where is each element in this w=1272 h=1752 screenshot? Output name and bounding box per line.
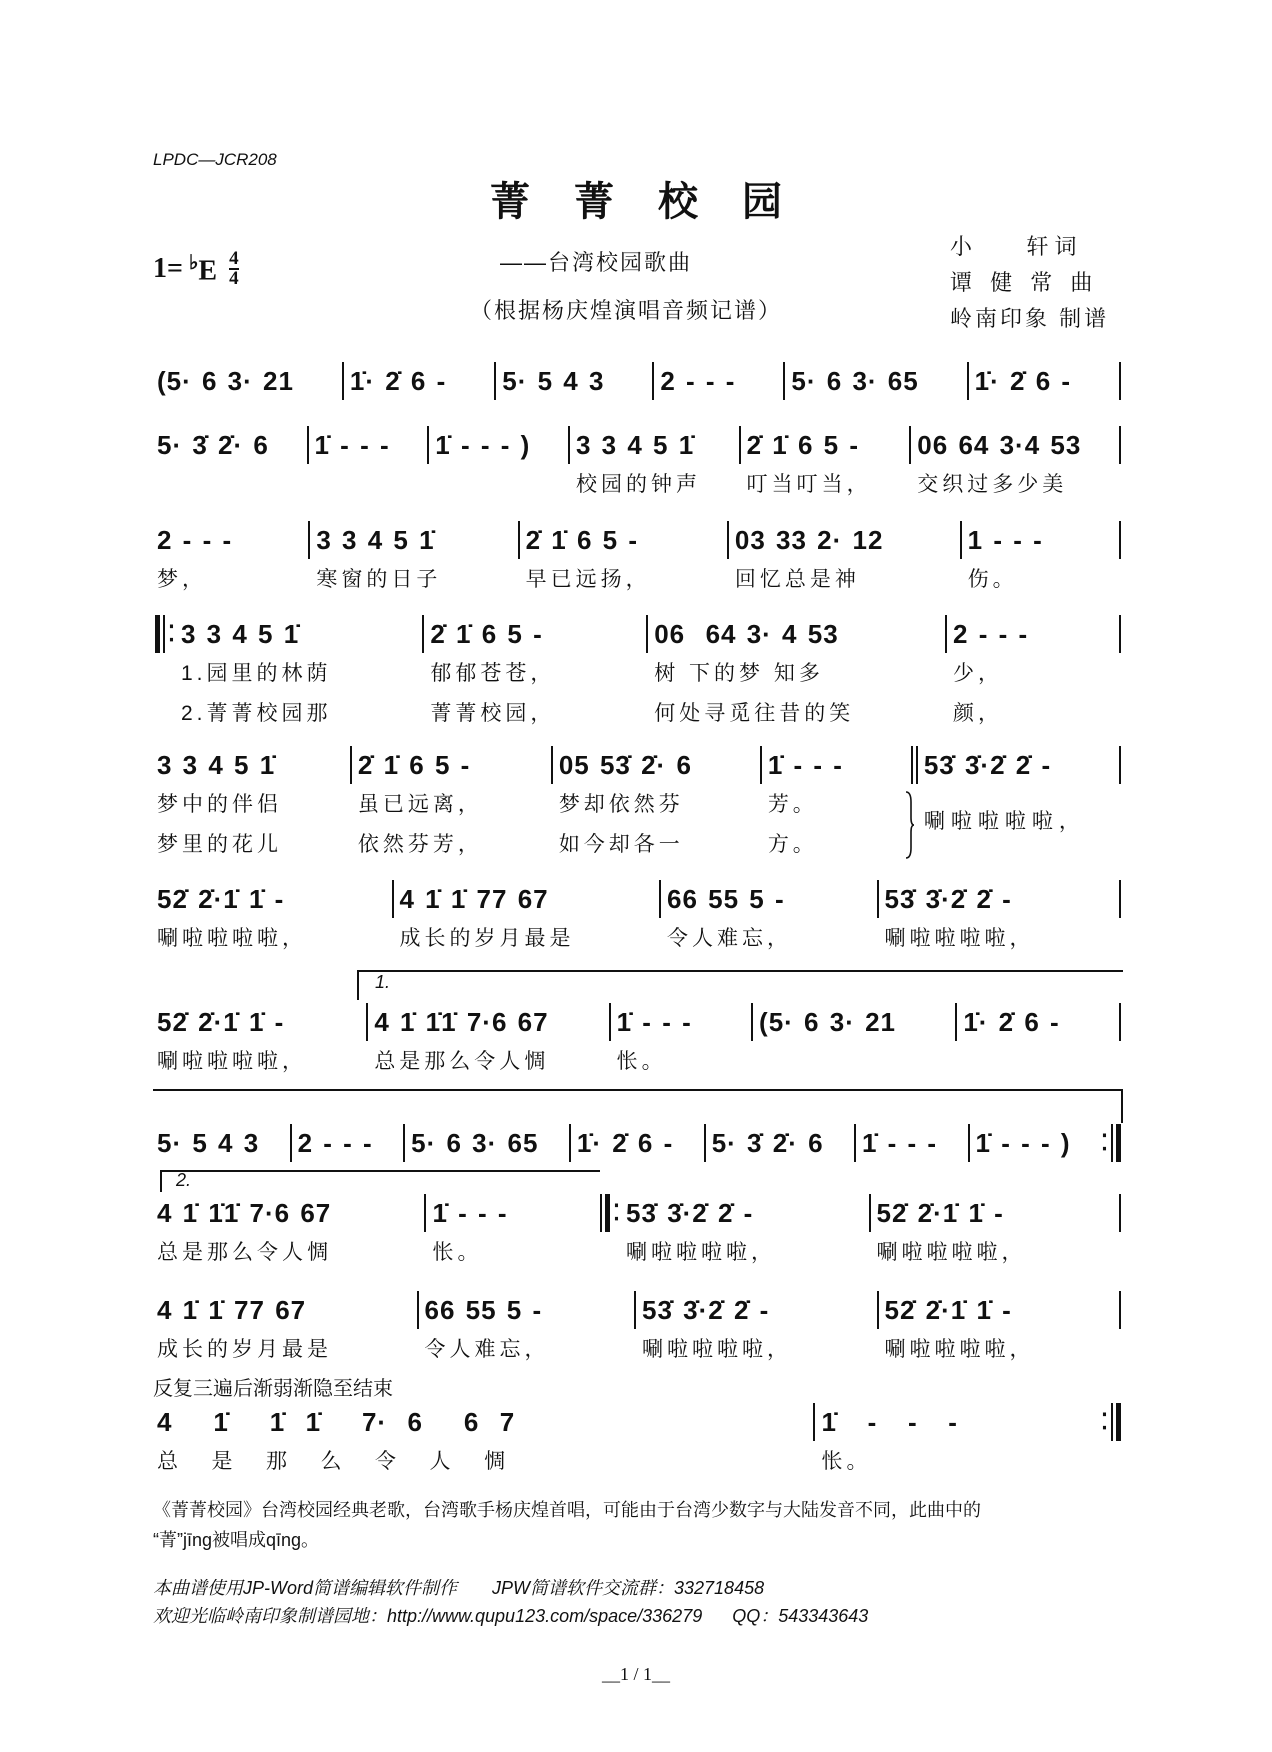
- measure-notes: 53̇ 3̇·2̇ 2̇ -: [626, 1198, 754, 1228]
- score-row: [153, 1290, 1123, 1370]
- lyric-text: 菁菁校园，: [430, 702, 556, 725]
- bar-stroke: [751, 1003, 753, 1041]
- bar-stroke: [605, 1194, 610, 1232]
- bar-stroke: [1119, 1003, 1121, 1041]
- repeat-dots: ⁚: [613, 1200, 621, 1225]
- bar-stroke: [1119, 1194, 1121, 1232]
- measure: [650, 614, 943, 734]
- lyric-text: 唰啦啦啦啦，: [884, 927, 1035, 950]
- bar-stroke: [1116, 1403, 1121, 1441]
- bar-stroke: [916, 746, 918, 784]
- bar-stroke: [1116, 1124, 1121, 1162]
- bar-stroke: [1119, 615, 1121, 653]
- key-signature: [153, 250, 239, 288]
- measure: [346, 361, 492, 401]
- repeat-dots: ⁚: [168, 621, 175, 646]
- bar-stroke: [366, 1003, 368, 1041]
- measure-notes: 1̇ - - - ): [435, 430, 531, 460]
- score-row: [153, 745, 1123, 865]
- measure-notes: 2 - - -: [297, 1128, 373, 1158]
- measure-notes: 2 - - -: [660, 366, 736, 396]
- measure: [311, 425, 426, 465]
- time-top: 4: [229, 248, 239, 269]
- lyric-text: 叮当叮当，: [746, 473, 872, 496]
- repeat-note: 反复三遍后渐弱渐隐至结束: [153, 1378, 393, 1400]
- measure-notes: 52̇ 2̇·1̇ 1̇ -: [157, 884, 285, 914]
- barline: [1117, 614, 1123, 654]
- side-lyric: 唰啦啦啦啦，: [923, 810, 1086, 833]
- measure: [949, 614, 1117, 734]
- measure: [881, 879, 1118, 959]
- measure: [959, 1002, 1117, 1042]
- repeat-dots: ⁚: [1100, 1130, 1108, 1155]
- score-row: [153, 1402, 1123, 1482]
- measure: [972, 1123, 1099, 1163]
- source-note: （根据杨庆煌演唱音频记谱）: [470, 298, 783, 323]
- bar-stroke: [350, 746, 352, 784]
- measure-notes: 52̇ 2̇·1̇ 1̇ -: [876, 1198, 1004, 1228]
- brace-icon: [905, 790, 915, 860]
- barline: [1117, 425, 1123, 465]
- measure-notes: 4 1̇ 1̇1̇ 7·6 67: [374, 1007, 549, 1037]
- measure: [764, 745, 909, 865]
- description-line-1: 《菁菁校园》台湾校园经典老歌，台湾歌手杨庆煌首唱，可能由于台湾少数字与大陆发音不同，此曲中的: [153, 1500, 981, 1520]
- lyric-text: 怅。: [432, 1241, 483, 1264]
- measure: [622, 1193, 866, 1273]
- lyric-text: 梦却依然芬: [558, 793, 684, 816]
- barline: [1117, 520, 1123, 560]
- bar-stroke: [290, 1124, 292, 1162]
- measure-notes: 3 3 4 5 1̇: [157, 750, 276, 780]
- volta-2-bracket: [160, 1170, 600, 1172]
- measure-notes: 05 53̇ 2̇· 6: [558, 750, 692, 780]
- measure-notes: (5· 6 3· 21: [759, 1007, 896, 1037]
- measure: [873, 1193, 1117, 1273]
- measure-notes: 52̇ 2̇·1̇ 1̇ -: [157, 1007, 285, 1037]
- measure-notes: 1̇ - - -: [616, 1007, 692, 1037]
- measure-notes: 06 64 3·4 53: [917, 430, 1082, 460]
- lyric-text: 颜，: [953, 702, 1004, 725]
- measure: [177, 614, 420, 734]
- lyric-text: 何处寻觅往昔的笑: [654, 702, 855, 725]
- measure: [964, 520, 1117, 600]
- lyric-text: 梦中的伴侣: [157, 793, 282, 816]
- measure: [743, 425, 908, 505]
- lyric-text: 依然芬芳，: [357, 833, 483, 856]
- measure: [153, 879, 390, 959]
- measure: [555, 745, 758, 865]
- measure-notes: 5· 3̇ 2̇· 6: [711, 1128, 824, 1158]
- bar-stroke: [392, 880, 394, 918]
- lyricist: 小 轩词: [950, 234, 1083, 259]
- lyric-text: 如今却各一: [558, 833, 684, 856]
- measure: [153, 520, 306, 600]
- bar-stroke: [911, 746, 913, 784]
- volta-1-bracket-end: [1121, 1089, 1123, 1123]
- measure: [153, 1290, 415, 1370]
- measure: [613, 1002, 749, 1082]
- bar-stroke: [308, 521, 310, 559]
- measure-notes: 2̇ 1̇ 6 5 -: [746, 430, 860, 460]
- measure-notes: 4 1̇ 1̇ 1̇ 7· 6 6 7: [157, 1407, 516, 1437]
- measure: [153, 1002, 364, 1082]
- measure: [881, 1290, 1118, 1370]
- barline: [1117, 361, 1123, 401]
- lyric-text: 校园的钟声: [575, 473, 701, 496]
- measure-notes: 1̇ - - - ): [975, 1128, 1071, 1158]
- bar-stroke: [163, 615, 165, 653]
- measure: [153, 425, 305, 465]
- barline: [1117, 1290, 1123, 1330]
- bar-stroke: [869, 1194, 871, 1232]
- measure: [522, 520, 725, 600]
- arranger: 岭南印象 制谱: [950, 306, 1110, 331]
- measure: [731, 520, 958, 600]
- bar-stroke: [1119, 746, 1121, 784]
- barline: [1117, 879, 1123, 919]
- measure-notes: 2̇ 1̇ 6 5 -: [525, 525, 639, 555]
- measure-notes: 2 - - -: [953, 619, 1029, 649]
- bar-stroke: [1111, 1403, 1113, 1441]
- lyric-text: 1.园里的林荫: [181, 662, 332, 685]
- volta-1-label: 1.: [375, 972, 391, 992]
- bar-stroke: [877, 1291, 879, 1329]
- lyric-text: 唰啦啦啦啦，: [642, 1338, 792, 1361]
- measure: [913, 425, 1117, 505]
- bar-stroke: [403, 1124, 405, 1162]
- lyric-text: 唰啦啦啦啦，: [884, 1338, 1035, 1361]
- lyric-text: 虽已远离，: [357, 793, 483, 816]
- score-row: [153, 520, 1123, 600]
- subtitle: ——台湾校园歌曲: [500, 250, 693, 275]
- bar-stroke: [783, 362, 785, 400]
- measure-notes: 5· 3̇ 2̇· 6: [157, 430, 269, 460]
- measure-notes: 1̇· 2̇ 6 -: [974, 366, 1072, 396]
- lyric-text: 交织过多少美: [917, 473, 1068, 496]
- repeat-dots: ⁚: [1101, 1409, 1108, 1434]
- bar-stroke: [760, 746, 762, 784]
- measure: [407, 1123, 567, 1163]
- website-credit: 欢迎光临岭南印象制谱园地：http://www.qupu123.com/space/336279 QQ：543343643: [153, 1606, 869, 1626]
- lyric-text: 成长的岁月最是: [157, 1338, 332, 1361]
- measure: [153, 745, 348, 865]
- barline: [909, 745, 920, 785]
- bar-stroke: [1119, 1291, 1121, 1329]
- bar-stroke: [739, 426, 741, 464]
- measure: [294, 1123, 402, 1163]
- lyric-text: 方。: [767, 833, 818, 856]
- lyric-text: 伤。: [967, 568, 1018, 591]
- measure-notes: 4 1̇ 1̇1̇ 7·6 67: [157, 1198, 332, 1228]
- lyric-text: 怅。: [821, 1450, 872, 1473]
- measure: [498, 361, 650, 401]
- bar-stroke: [155, 615, 160, 653]
- measure-notes: 53̇ 3̇·2̇ 2̇ -: [642, 1295, 770, 1325]
- lyric-text: 唰啦啦啦啦，: [157, 1050, 307, 1073]
- measure: [426, 614, 644, 734]
- bar-stroke: [960, 521, 962, 559]
- lyric-text: 成长的岁月最是: [399, 927, 575, 950]
- measure: [920, 745, 1117, 833]
- lyric-text: 梦，: [157, 568, 207, 591]
- measure: [755, 1002, 953, 1042]
- bar-stroke: [659, 880, 661, 918]
- bar-stroke: [600, 1194, 602, 1232]
- measure-notes: 3 3 4 5 1̇: [181, 619, 300, 649]
- bar-stroke: [1119, 521, 1121, 559]
- measure-notes: 1̇ - - -: [861, 1128, 938, 1158]
- lyric-text: 郁郁苍苍，: [430, 662, 556, 685]
- measure-notes: 66 55 5 -: [424, 1295, 543, 1325]
- measure-notes: 1̇ - - -: [432, 1198, 508, 1228]
- barline: [1117, 1002, 1123, 1042]
- lyric-text: 唰啦啦啦啦，: [626, 1241, 777, 1264]
- measure-notes: 5· 6 3· 65: [791, 366, 919, 396]
- bar-stroke: [1111, 1124, 1113, 1162]
- bar-stroke: [813, 1403, 815, 1441]
- bar-stroke: [634, 1291, 636, 1329]
- measure-notes: 52̇ 2̇·1̇ 1̇ -: [884, 1295, 1012, 1325]
- measure: [572, 425, 737, 505]
- measure-notes: 4 1̇ 1̇ 77 67: [399, 884, 549, 914]
- measure: [431, 425, 566, 465]
- time-signature: [229, 250, 239, 288]
- measure-notes: (5· 6 3· 21: [157, 366, 294, 396]
- measure: [370, 1002, 606, 1082]
- bar-stroke: [909, 426, 911, 464]
- lyric-text: 2.菁菁校园那: [181, 702, 332, 725]
- description-line-2: “菁”jīng被唱成qīng。: [153, 1530, 320, 1550]
- lyric-text: 唰啦啦啦啦，: [876, 1241, 1027, 1264]
- key-note: E: [198, 255, 218, 287]
- measure-notes: 1 - - -: [967, 525, 1043, 555]
- bar-stroke: [307, 426, 309, 464]
- bar-stroke: [968, 1124, 970, 1162]
- bar-stroke: [609, 1003, 611, 1041]
- measure: [396, 879, 658, 959]
- lyric-text: 芳。: [767, 793, 818, 816]
- bar-stroke: [342, 362, 344, 400]
- measure: [428, 1193, 598, 1273]
- measure-notes: 66 55 5 -: [667, 884, 785, 914]
- lyric-text: 唰啦啦啦啦，: [157, 927, 307, 950]
- measure: [354, 745, 549, 865]
- measure-notes: 53̇ 3̇·2̇ 2̇ -: [884, 884, 1012, 914]
- measure: [153, 1123, 288, 1163]
- page-number: __1 / 1__: [601, 1664, 670, 1684]
- measure-notes: 3 3 4 5 1̇: [575, 430, 695, 460]
- score-row: [153, 1123, 1123, 1163]
- measure-notes: 5· 5 4 3: [502, 366, 605, 396]
- bar-stroke: [945, 615, 947, 653]
- measure-notes: 1̇ - - -: [821, 1407, 958, 1437]
- measure: [858, 1123, 966, 1163]
- measure: [312, 520, 515, 600]
- bar-stroke: [854, 1124, 856, 1162]
- lyric-text: 梦里的花儿: [157, 833, 282, 856]
- measure-notes: 1̇ - - -: [767, 750, 843, 780]
- measure-notes: 53̇ 3̇·2̇ 2̇ -: [923, 750, 1052, 780]
- measure-notes: 1̇· 2̇ 6 -: [349, 366, 447, 396]
- bar-stroke: [877, 880, 879, 918]
- score-row: [153, 1002, 1123, 1082]
- measure: [153, 1193, 422, 1273]
- lyric-text: 总是那么令人惆: [374, 1050, 550, 1073]
- measure: [153, 1402, 811, 1482]
- bar-stroke: [568, 426, 570, 464]
- bar-stroke: [704, 1124, 706, 1162]
- flat-icon: ♭: [188, 252, 199, 275]
- measure-notes: 5· 6 3· 65: [411, 1128, 539, 1158]
- barline: [153, 614, 177, 654]
- composer: 谭 健 常 曲: [950, 270, 1099, 295]
- lyric-text: 总 是 那 么 令 人 惆: [157, 1450, 510, 1473]
- volta-1-bracket-cont: [153, 1089, 1123, 1091]
- bar-stroke: [955, 1003, 957, 1041]
- measure: [817, 1402, 1099, 1482]
- measure: [787, 361, 964, 401]
- bar-stroke: [967, 362, 969, 400]
- lyric-text: 寒窗的日子: [316, 568, 442, 591]
- barline: [1099, 1123, 1123, 1163]
- score-row: [153, 879, 1123, 959]
- measure: [708, 1123, 852, 1163]
- barline: [598, 1193, 622, 1233]
- measure: [421, 1290, 633, 1370]
- measure-notes: 3 3 4 5 1̇: [316, 525, 435, 555]
- score-row: [153, 1193, 1123, 1273]
- bar-stroke: [518, 521, 520, 559]
- volta-2-bracket-side: [160, 1170, 162, 1192]
- measure-notes: 2 - - -: [157, 525, 233, 555]
- lyric-text: 令人难忘，: [424, 1338, 550, 1361]
- time-bottom: 4: [229, 268, 239, 289]
- lyric-text: 回忆总是神: [734, 568, 860, 591]
- score-code: LPDC—JCR208: [153, 150, 277, 169]
- bar-stroke: [422, 615, 424, 653]
- bar-stroke: [417, 1291, 419, 1329]
- bar-stroke: [494, 362, 496, 400]
- measure: [971, 361, 1117, 401]
- measure: [573, 1123, 702, 1163]
- lyric-text: 怅。: [616, 1050, 667, 1073]
- measure: [656, 361, 781, 401]
- barline: [1099, 1402, 1123, 1442]
- measure-notes: 4 1̇ 1̇ 77 67: [157, 1295, 307, 1325]
- key-prefix: 1=: [153, 253, 183, 284]
- bar-stroke: [569, 1124, 571, 1162]
- score-row: [153, 614, 1123, 734]
- bar-stroke: [427, 426, 429, 464]
- measure-notes: 03 33 2· 12: [734, 525, 884, 555]
- barline: [1117, 745, 1123, 785]
- measure: [663, 879, 875, 959]
- lyric-text: 树 下的梦 知多: [654, 662, 824, 685]
- measure-notes: 2̇ 1̇ 6 5 -: [430, 619, 543, 649]
- score-row: [153, 361, 1123, 401]
- score-row: [153, 425, 1123, 505]
- bar-stroke: [1119, 426, 1121, 464]
- volta-1-bracket: [357, 970, 1123, 972]
- measure-notes: 1̇ - - -: [314, 430, 390, 460]
- lyric-text: 令人难忘，: [667, 927, 792, 950]
- measure-notes: 1̇· 2̇ 6 -: [576, 1128, 674, 1158]
- page-title: 菁菁校园: [490, 178, 826, 225]
- measure-notes: 06 64 3· 4 53: [654, 619, 839, 649]
- bar-stroke: [1119, 880, 1121, 918]
- volta-2-label: 2.: [176, 1170, 192, 1190]
- lyric-text: 早已远扬，: [525, 568, 651, 591]
- bar-stroke: [652, 362, 654, 400]
- barline: [1117, 1193, 1123, 1233]
- bar-stroke: [646, 615, 648, 653]
- lyric-text: 少，: [953, 662, 1004, 685]
- bar-stroke: [551, 746, 553, 784]
- lyric-text: 总是那么令人惆: [157, 1241, 332, 1264]
- measure-notes: 2̇ 1̇ 6 5 -: [357, 750, 471, 780]
- software-credit: 本曲谱使用JP-Word简谱编辑软件制作 JPW简谱软件交流群：332718458: [153, 1578, 765, 1598]
- measure-notes: 5· 5 4 3: [157, 1128, 260, 1158]
- measure: [638, 1290, 875, 1370]
- bar-stroke: [727, 521, 729, 559]
- bar-stroke: [1119, 362, 1121, 400]
- bar-stroke: [424, 1194, 426, 1232]
- measure: [153, 361, 340, 401]
- volta-1-bracket-side: [357, 970, 359, 1000]
- measure-notes: 1̇· 2̇ 6 -: [963, 1007, 1060, 1037]
